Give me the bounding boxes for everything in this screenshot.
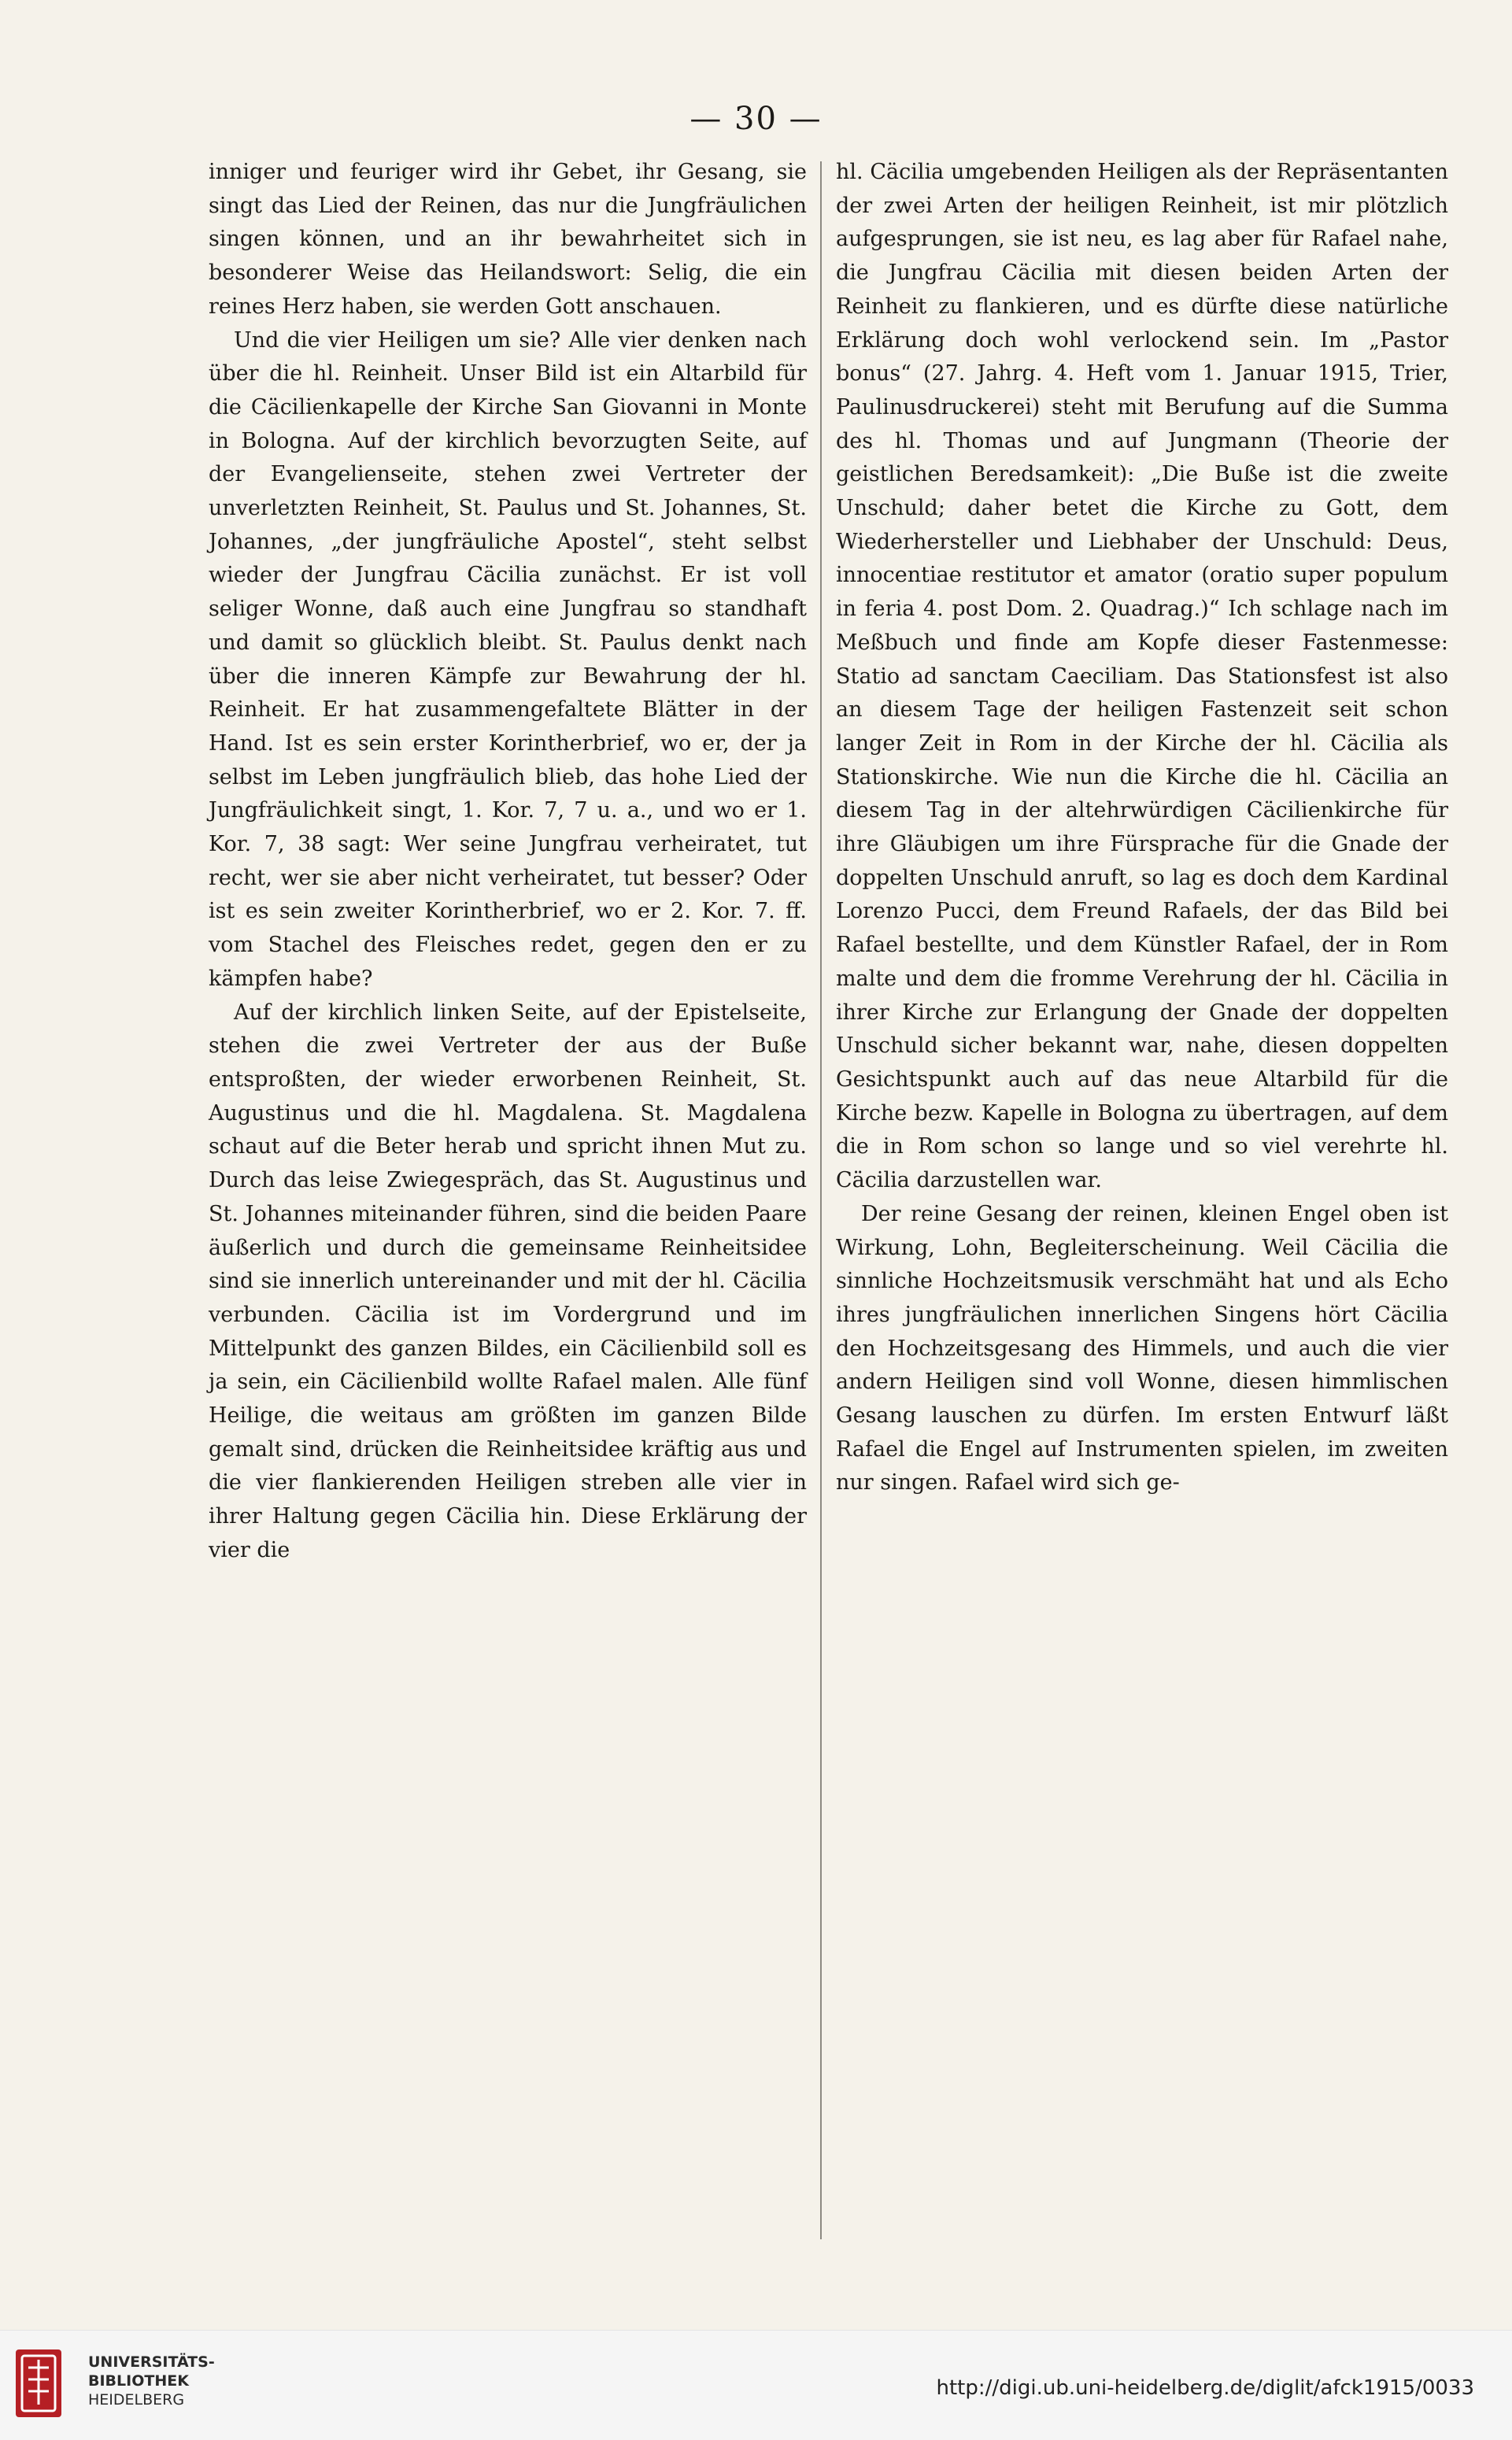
university-library-logo-icon — [14, 2348, 63, 2419]
document-url-link[interactable]: http://digi.ub.uni-heidelberg.de/diglit/afck1915/0033 — [936, 2376, 1474, 2400]
left-text-column — [209, 156, 807, 1568]
paragraph-2: Und die vier Heiligen um sie? Alle vier denken nach über die hl. Reinheit. Unser Bild ist ein Altarbild für die Cäcilienkapelle der Kirche San Giovanni in Monte in Bologna. Auf der kirchlich bevorzugten Seite, auf der Evangelienseite, stehen zwei Vertreter der unverletzten Reinheit, St. Paulus und St. Johannes, St. Johannes, „der jungfräuliche Apostel“, steht selbst wieder der Jungfrau Cäcilia zunächst. Er ist voll seliger Wonne, daß auch eine Jungfrau so standhaft und damit so glücklich bleibt. St. Paulus denkt nach über die inneren Kämpfe zur Bewahrung der hl. Reinheit. Er hat zusammengefaltete Blätter in der Hand. Ist es sein erster Korintherbrief, wo er, der ja selbst im Leben jungfräulich blieb, das hohe Lied der Jungfräulichkeit singt, 1. Kor. 7, 7 u. a., und wo er 1. Kor. 7, 38 sagt: Wer seine Jungfrau verheiratet, tut recht, wer sie aber nicht verheiratet, tut besser? Oder ist es sein zweiter Korintherbrief, wo er 2. Kor. 7. ff. vom Stachel des Fleisches redet, gegen den er zu kämpfen habe? — [209, 327, 807, 991]
institution-line-2: BIBLIOTHEK — [88, 2372, 189, 2390]
page-number: — 30 — — [689, 101, 823, 137]
institution-name — [88, 2353, 215, 2409]
column-divider — [820, 161, 822, 2239]
right-text-column — [836, 156, 1448, 1500]
paragraph-1: inniger und feuriger wird ihr Gebet, ihr Gesang, sie singt das Lied der Reinen, das nur die Jungfräulichen singen können, und an ihr bewahrheitet sich in besonderer Weise das Heilandswort: Selig, die ein reines Herz haben, sie werden Gott anschauen. — [209, 160, 807, 319]
institution-line-1: UNIVERSITÄTS- — [88, 2353, 215, 2371]
footer-bar — [0, 2330, 1512, 2440]
paragraph-4: hl. Cäcilia umgebenden Heiligen als der Repräsentanten der zwei Arten der heiligen Reinheit, ist mir plötzlich aufgesprungen, sie ist neu, es lag aber für Rafael nahe, die Jungfrau Cäcilia mit diesen beiden Arten der Reinheit zu flankieren, und es dürfte diese natürliche Erklärung doch wohl verlockend sein. Im „Pastor bonus“ (27. Jahrg. 4. Heft vom 1. Januar 1915, Trier, Paulinusdruckerei) steht mit Berufung auf die Summa des hl. Thomas und auf Jungmann (Theorie der geistlichen Beredsamkeit): „Die Buße ist die zweite Unschuld; daher betet die Kirche zu Gott, dem Wiederhersteller und Liebhaber der Unschuld: Deus, innocentiae restitutor et amator (oratio super populum in feria 4. post Dom. 2. Quadrag.)“ Ich schlage nach im Meßbuch und finde am Kopfe dieser Fastenmesse: Statio ad sanctam Caeciliam. Das Stationsfest ist also an diesem Tage der heiligen Fastenzeit seit schon langer Zeit in Rom in der Kirche der hl. Cäcilia als Stationskirche. Wie nun die Kirche die hl. Cäcilia an diesem Tag in der altehrwürdigen Cäcilienkirche für ihre Gläubigen um ihre Fürsprache für die Gnade der doppelten Unschuld anruft, so lag es doch dem Kardinal Lorenzo Pucci, dem Freund Rafaels, der das Bild bei Rafael bestellte, und dem Künstler Rafael, der in Rom malte und dem die fromme Verehrung der hl. Cäcilia in ihrer Kirche zur Erlangung der Gnade der doppelten Unschuld sicher bekannt war, nahe, diesen doppelten Gesichtspunkt auch auf das neue Altarbild für die Kirche bezw. Kapelle in Bologna zu übertragen, auf dem die in Rom schon so lange und so viel verehrte hl. Cäcilia darzustellen war. — [836, 160, 1448, 1193]
institution-line-3: HEIDELBERG — [88, 2391, 185, 2409]
paragraph-3: Auf der kirchlich linken Seite, auf der Epistelseite, stehen die zwei Vertreter der aus der Buße entsproßten, der wieder erworbenen Reinheit, St. Augustinus und die hl. Magdalena. St. Magdalena schaut auf die Beter herab und spricht ihnen Mut zu. Durch das leise Zwiegespräch, das St. Augustinus und St. Johannes miteinander führen, sind die beiden Paare äußerlich und durch die gemeinsame Reinheitsidee sind sie innerlich untereinander und mit der hl. Cäcilia verbunden. Cäcilia ist im Vordergrund und im Mittelpunkt des ganzen Bildes, ein Cäcilienbild soll es ja sein, ein Cäcilienbild wollte Rafael malen. Alle fünf Heilige, die weitaus am größten im ganzen Bilde gemalt sind, drücken die Reinheitsidee kräftig aus und die vier flankierenden Heiligen streben alle vier in ihrer Haltung gegen Cäcilia hin. Diese Erklärung der vier die — [209, 1000, 807, 1562]
paragraph-5: Der reine Gesang der reinen, kleinen Engel oben ist Wirkung, Lohn, Begleiterscheinung. Weil Cäcilia die sinnliche Hochzeitsmusik verschmäht hat und als Echo ihres jungfräulichen innerlichen Singens hört Cäcilia den Hochzeitsgesang des Himmels, und auch die vier andern Heiligen sind voll Wonne, diesen himmlischen Gesang lauschen zu dürfen. Im ersten Entwurf läßt Rafael die Engel auf Instrumenten spielen, im zweiten nur singen. Rafael wird sich ge- — [836, 1201, 1448, 1495]
